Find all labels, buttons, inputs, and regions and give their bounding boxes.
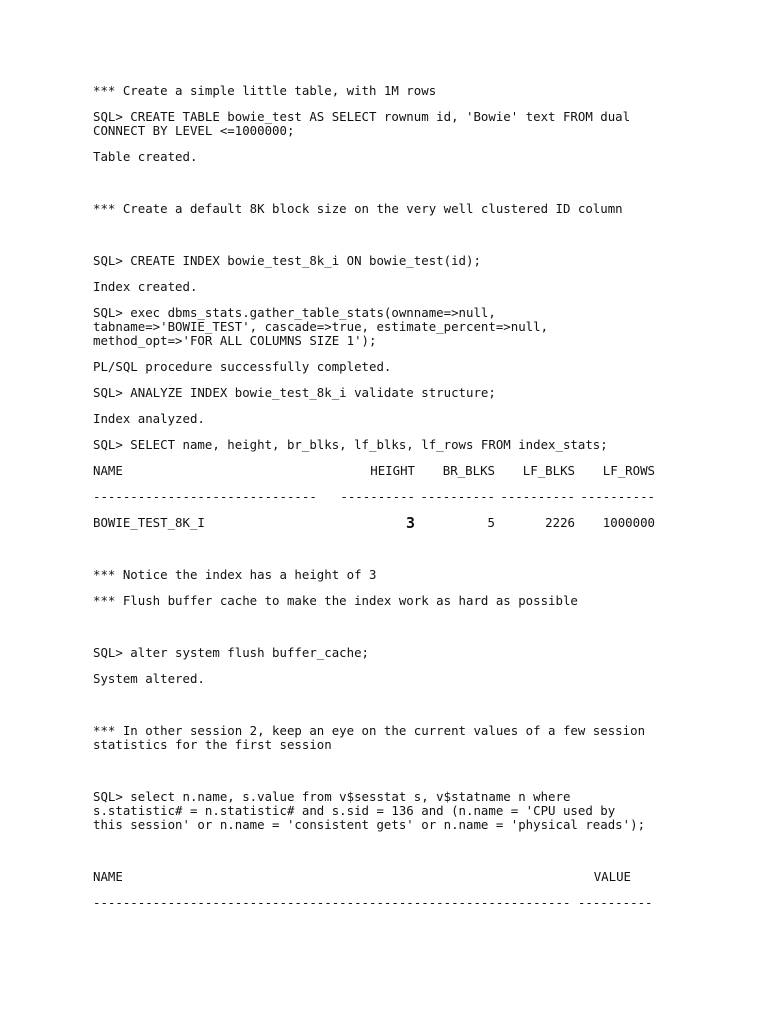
- header-lf-rows: LF_ROWS: [602, 463, 655, 478]
- sql-analyze-index: SQL> ANALYZE INDEX bowie_test_8k_i validate structure;: [93, 385, 496, 400]
- header-height: HEIGHT: [370, 463, 415, 478]
- comment-index-height: *** Notice the index has a height of 3: [93, 567, 377, 582]
- sql-flush-buffer-cache: SQL> alter system flush buffer_cache;: [93, 645, 370, 660]
- rule-name: ------------------------------: [93, 489, 317, 504]
- cell-lf-blks: 2226: [545, 515, 575, 530]
- header-lf-blks: LF_BLKS: [522, 463, 575, 478]
- header-name: NAME: [93, 463, 123, 478]
- output-table-created: Table created.: [93, 149, 198, 164]
- output-system-altered: System altered.: [93, 671, 205, 686]
- output-index-created: Index created.: [93, 279, 198, 294]
- cell-height: 3: [405, 514, 415, 532]
- comment-create-index: *** Create a default 8K block size on the very well clustered ID column: [93, 201, 623, 216]
- index-stats-header: [93, 464, 683, 478]
- comment-other-session: *** In other session 2, keep an eye on the current values of a few session statistics for the first session: [93, 723, 646, 752]
- rule-lf-rows: ----------: [580, 489, 655, 504]
- sesstat-header: [93, 870, 683, 884]
- sql-select-sesstat: SQL> select n.name, s.value from v$sesstat s, v$statname n where s.statistic# = n.statistic# and s.sid = 136 and (n.name = 'CPU used by this session' or n.name = 'consistent gets' or n.name = 'physical reads');: [93, 789, 646, 832]
- table-row: [93, 516, 683, 530]
- header-stat-name: NAME: [93, 869, 123, 884]
- rule-height: ----------: [340, 489, 415, 504]
- document-body: [93, 84, 683, 910]
- comment-create-table: *** Create a simple little table, with 1M rows: [93, 83, 437, 98]
- output-index-analyzed: Index analyzed.: [93, 411, 205, 426]
- sesstat-rule: ---------------------------------------------------------------- ----------: [93, 895, 653, 910]
- sql-gather-stats: SQL> exec dbms_stats.gather_table_stats(ownname=>null, tabname=>'BOWIE_TEST', cascade=>true, estimate_percent=>null, method_opt=>'FOR ALL COLUMNS SIZE 1');: [93, 305, 549, 348]
- sql-create-index: SQL> CREATE INDEX bowie_test_8k_i ON bowie_test(id);: [93, 253, 481, 268]
- output-plsql-completed: PL/SQL procedure successfully completed.: [93, 359, 392, 374]
- rule-lf-blks: ----------: [500, 489, 575, 504]
- cell-br-blks: 5: [487, 515, 495, 530]
- rule-br-blks: ----------: [420, 489, 495, 504]
- cell-lf-rows: 1000000: [602, 515, 655, 530]
- cell-name: BOWIE_TEST_8K_I: [93, 515, 205, 530]
- header-stat-value: VALUE: [593, 869, 631, 884]
- header-br-blks: BR_BLKS: [442, 463, 495, 478]
- sql-create-table: SQL> CREATE TABLE bowie_test AS SELECT rownum id, 'Bowie' text FROM dual CONNECT BY LEVEL <=1000000;: [93, 109, 631, 138]
- sql-select-index-stats: SQL> SELECT name, height, br_blks, lf_blks, lf_rows FROM index_stats;: [93, 437, 608, 452]
- index-stats-rule: [93, 490, 683, 504]
- comment-flush-cache: *** Flush buffer cache to make the index work as hard as possible: [93, 593, 578, 608]
